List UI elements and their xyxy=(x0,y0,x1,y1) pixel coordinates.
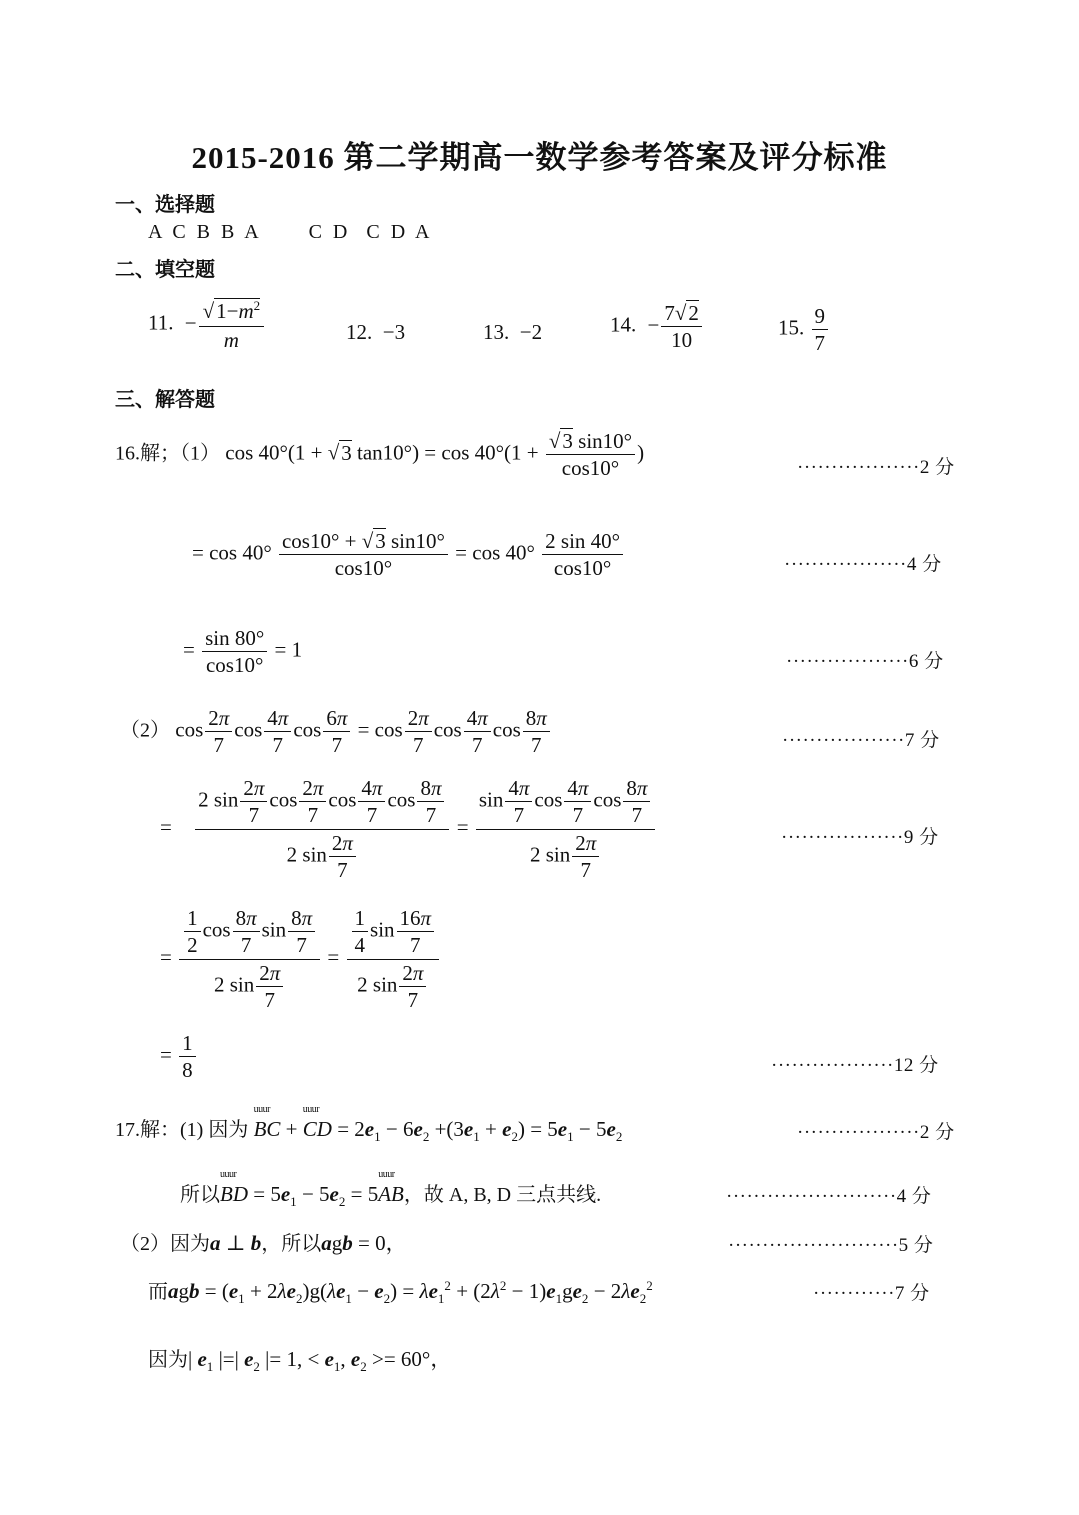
score-mark: ·························5 分 xyxy=(728,1235,934,1256)
page-title: 2015-2016 第二学期高一数学参考答案及评分标准 xyxy=(191,140,888,175)
score-mark: ··················6 分 xyxy=(786,651,944,672)
text-segment: ，故 A, B, D 三点共线. xyxy=(403,1184,602,1206)
q17-line5: 因为| $e_1$ |=| $e_2$ |= 1, < $e_1$, $e_2 >= 60^\circ$， xyxy=(148,1347,452,1375)
q16-part2-line1: （2） cos $\frac{2\pi}{7}$ cos $\frac{4\pi}{7}$ cos $\frac{6\pi}{7}$ = cos $\frac{2\pi}{7}$ cos $\frac{4\pi}{7}$ cos $\frac{8\pi}{7}$ xyxy=(120,705,552,759)
text-segment: 所以 xyxy=(180,1184,220,1206)
answer-13 xyxy=(483,320,542,345)
score-mark: ·························4 分 xyxy=(726,1186,932,1207)
q16-part2-line2: = 2 sin $\frac{2\pi}{7}$ cos $\frac{2\pi}{7}$ cos $\frac{4\pi}{7}$ cos $\frac{8\pi}{7}$ 2 sin $\frac{2\pi}{7}$ = sin $\frac{4\pi}{7}$ cos $\frac{4\pi}{7}$ cos $\frac{8\pi}{7}$ 2 sin $\frac{2\pi}{7}$ xyxy=(160,775,657,883)
answer-11: 11. − $\frac{√1-m^2}{m}$ xyxy=(148,296,266,354)
answer-value: −2 xyxy=(519,320,543,344)
q17-line2: 所以uuur BD = $5e_1 - 5e_2$ = 5uuur AB，故 A, B, D 三点共线. xyxy=(180,1178,601,1210)
score-mark: ··················7 分 xyxy=(782,730,940,751)
answer-15: 15. $\frac{9}{7}$ xyxy=(778,303,830,357)
q16-part2-line4: = $\frac{1}{8}$ xyxy=(160,1030,198,1084)
choice-answers: A C B B A C D C D A xyxy=(148,221,433,243)
text-segment: 因为 xyxy=(148,1349,188,1371)
q16-line3: = $\frac{\sin 80^\circ}{\cos 10^\circ}$ = 1 xyxy=(183,626,303,678)
q-number: 14. xyxy=(610,312,637,337)
q17-line1: 17.解：(1) 因为 uuur BC + uuur CD = $2e_1 - 6e_2 +(3e_1 + e_2) = 5e_1 - 5e_2$ xyxy=(115,1113,622,1145)
section-heading-fill: 二、填空题 xyxy=(115,259,215,281)
q16-line2: = cos 40° $\frac{\cos 10^\circ + √3 \sin 10^\circ}{\cos 10^\circ}$ = cos 40° $\frac{2 \sin 40^\circ}{\cos 10^\circ}$ xyxy=(192,528,625,582)
q-number: 15. xyxy=(778,315,805,340)
q17-part2-label: （2）因为 xyxy=(120,1233,210,1255)
score-mark: ············7 分 xyxy=(813,1283,930,1304)
score-mark: ··················4 分 xyxy=(784,554,942,575)
q16-label: 16.解；（1） xyxy=(115,442,220,465)
q16-part2-line3: = $\frac{1}{2}$ cos $\frac{8\pi}{7}$ sin $\frac{8\pi}{7}$ 2 sin $\frac{2\pi}{7}$ = $\frac{1}{4}$ sin $\frac{16\pi}{7}$ 2 sin $\frac{2\pi}{7}$ xyxy=(160,905,441,1013)
q16-part2-label: （2） xyxy=(120,719,170,742)
text-segment: 而 xyxy=(148,1281,168,1303)
answer-14: 14. − $\frac{7√2}{10}$ xyxy=(610,300,704,354)
score-mark: ··················12 分 xyxy=(771,1055,939,1076)
q17-label: 17.解：(1) 因为 xyxy=(115,1119,249,1141)
score-mark: ··················2 分 xyxy=(797,457,955,478)
answer-12 xyxy=(346,320,405,345)
q16-line1: 16.解；（1） cos 40°(1 + √3 tan10°) = cos 40°(1 + $\frac{√3 \sin 10^\circ}{\cos 10^\circ}$ ) xyxy=(115,429,645,481)
text-segment: ，所以 xyxy=(261,1233,322,1255)
score-mark: ··················9 分 xyxy=(781,827,939,848)
answer-value: −3 xyxy=(382,320,406,344)
q-number: 11. xyxy=(148,310,174,335)
q17-line4: 而agb = $(e_1 + 2\lambda e_2)g(\lambda e_1 - e_2) = \lambda e_1^2 + (2\lambda^2 - 1)e_1ge_2 - 2\lambda e_2^2$ xyxy=(148,1278,653,1307)
q-number: 12. xyxy=(346,320,373,344)
q-number: 13. xyxy=(483,320,510,344)
section-heading-choice: 一、选择题 xyxy=(115,194,215,216)
q17-line3: （2）因为a ⊥ b，所以agb = 0， xyxy=(120,1231,407,1255)
score-mark: ··················2 分 xyxy=(797,1122,955,1143)
section-heading-solve: 三、解答题 xyxy=(115,389,215,411)
